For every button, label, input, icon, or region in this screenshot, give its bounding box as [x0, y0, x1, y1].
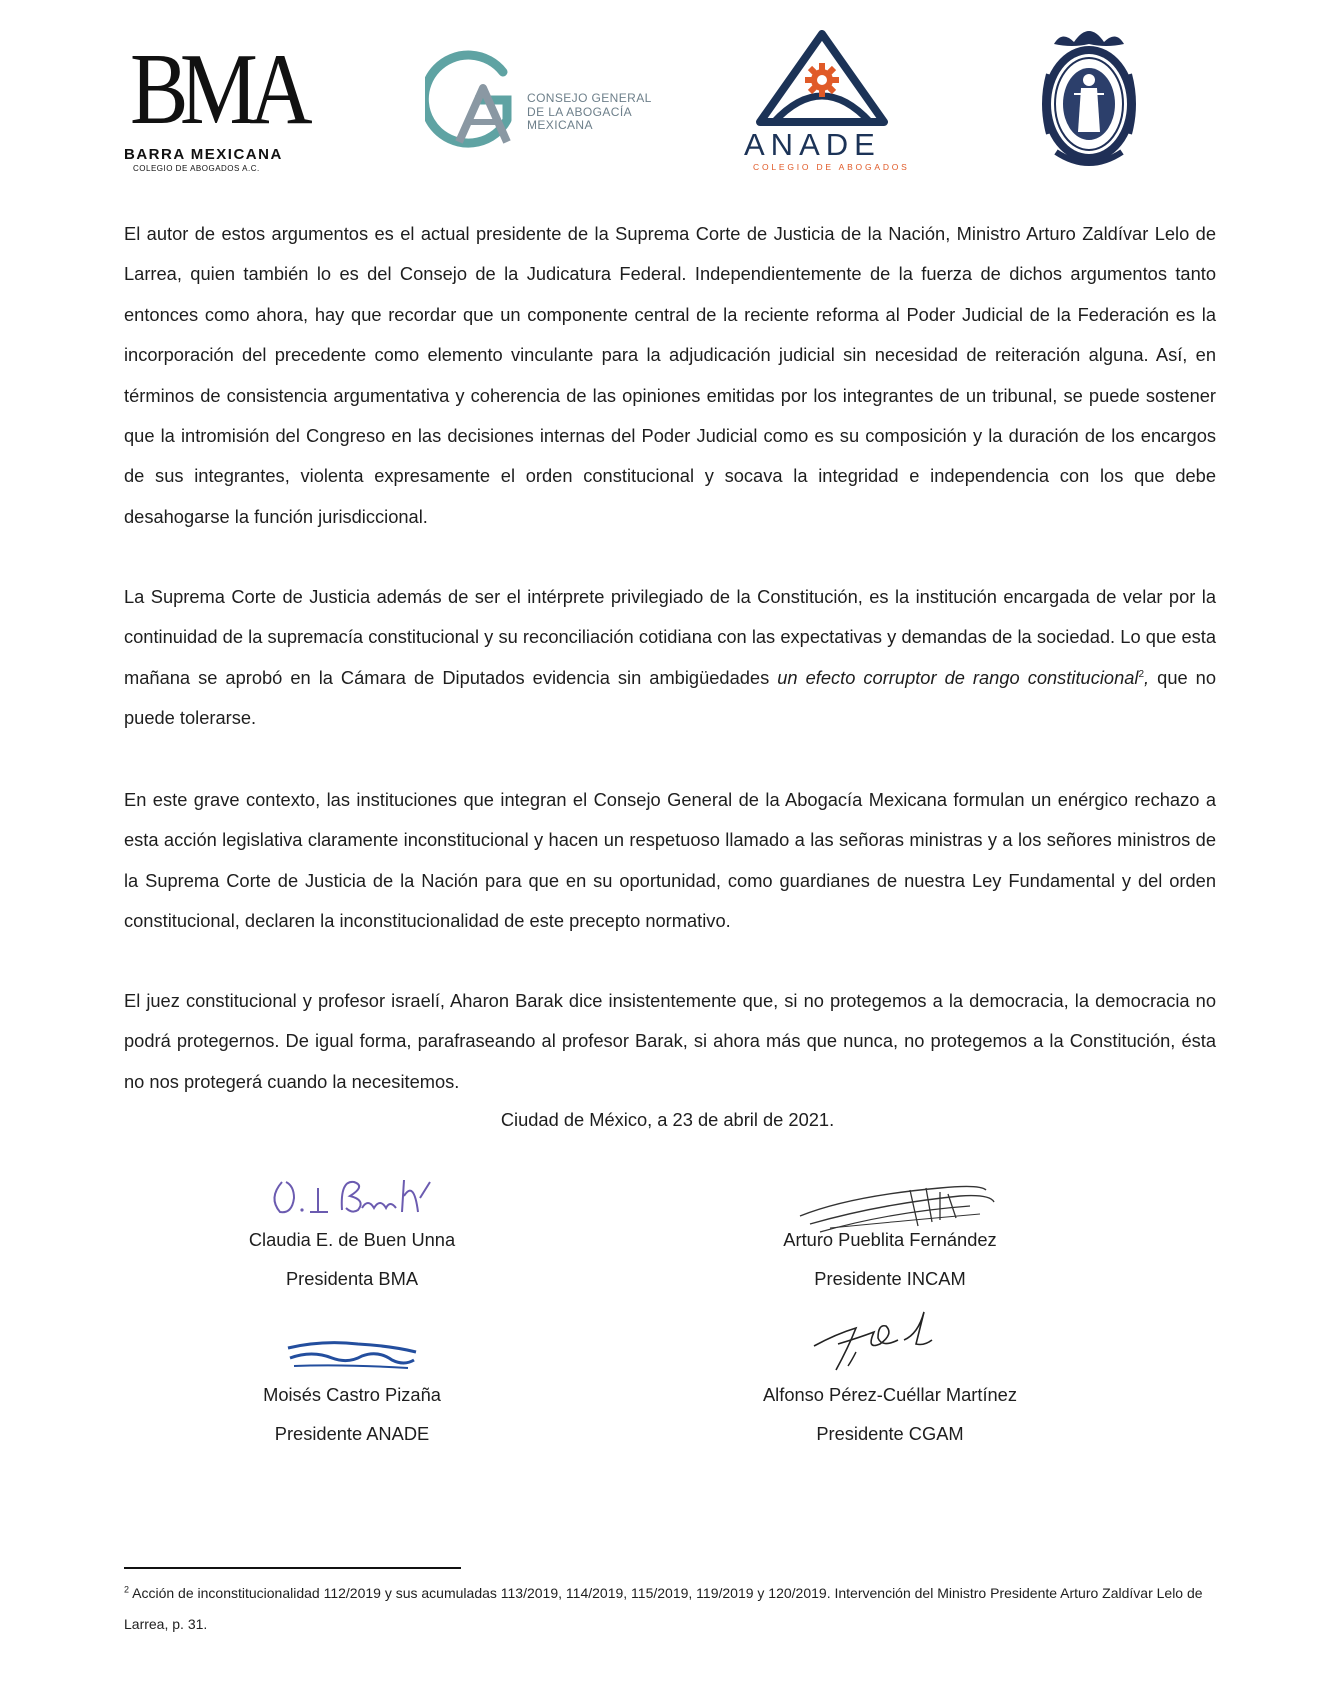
paragraph-barak: El juez constitucional y profesor israelí, Aharon Barak dice insistentemente que, si no protegemos a la democracia, la democracia no podrá protegernos. De igual forma, parafraseando al profesor Barak, si ahora más que nunca, no protegemos a la Constitución, ésta no nos protegerá cuando la necesitemos.: [124, 990, 1216, 1092]
footnote-reference[interactable]: 2: [1138, 668, 1145, 680]
signature-name-4: Alfonso Pérez-Cuéllar Martínez: [762, 1384, 1017, 1405]
bma-logo-subtitle: COLEGIO DE ABOGADOS A.C.: [133, 164, 260, 173]
paragraph-rejection: En este grave contexto, las instituciones que integran el Consejo General de la Abogacía Mexicana formulan un enérgico rechazo a esta acción legislativa claramente inconstitucional y hacen un respetuoso llamado a las señoras ministras y a los señores ministros de la Suprema Corte de Justicia de la Nación para que en su oportunidad, como guardianes de nuestra Ley Fundamental y del orden constitucional, declaren la inconstitucionalidad de este precepto normativo.: [124, 789, 1216, 932]
cga-logo-text: [527, 92, 652, 133]
anade-triangle-icon: [752, 30, 892, 126]
signature-title-3: Presidente ANADE: [274, 1423, 430, 1444]
footnote-number: 2: [124, 1584, 130, 1595]
paragraph-supreme-court: [124, 577, 1216, 739]
cga-logo-icon: [425, 50, 525, 150]
paragraph-supreme-court-text: La Suprema Corte de Justicia además de ser el intérprete privilegiado de la Constitución, es la institución encargada de velar por la continuidad de la supremacía constitucional y su reconciliación cotidiana con las expectativas y demandas de la sociedad. Lo que esta mañana se aprobó en la Cámara de Diputados evidencia sin ambigüedades: [124, 586, 1216, 688]
cga-line-1: CONSEJO GENERAL: [527, 91, 652, 105]
bma-logo-name: BARRA MEXICANA: [124, 146, 283, 163]
paragraph-supreme-court-end: que no puede tolerarse.: [124, 666, 1217, 729]
emphasis-comma: ,: [1144, 666, 1150, 688]
anade-logo-subtitle: COLEGIO DE ABOGADOS: [753, 162, 910, 172]
signature-title-2: Presidente INCAM: [814, 1268, 966, 1289]
logo-header: [0, 0, 1335, 190]
emphasis-corrupting-effect: un efecto corruptor de rango constitucional: [777, 666, 1139, 688]
signature-name-2: Arturo Pueblita Fernández: [783, 1229, 997, 1250]
paragraph-author: El autor de estos argumentos es el actual presidente de la Suprema Corte de Justicia de la Nación, Ministro Arturo Zaldívar Lelo de Larrea, quien también lo es del Consejo de la Judicatura Federal. Independientemente de la fuerza de dichos argumentos tanto entonces como ahora, hay que recordar que un componente central de la reciente reforma al Poder Judicial de la Federación es la incorporación del precedente como elemento vinculante para la adjudicación judicial sin necesidad de reiteración alguna. Así, en términos de consistencia argumentativa y coherencia de las opiniones emitidas por los integrantes de un tribunal, se puede sostener que la intromisión del Congreso en las decisiones internas del Poder Judicial como es su composición y la duración de los encargos de sus integrantes, violenta expresamente el orden constitucional y socava la integridad e independencia con los que debe desahogarse la función jurisdiccional.: [124, 223, 1216, 527]
bma-logo-mark: BMA: [130, 33, 305, 146]
cga-line-2: DE LA ABOGACÍA: [527, 104, 632, 119]
cga-line-3: MEXICANA: [527, 118, 593, 132]
anade-logo-name: ANADE: [744, 127, 881, 162]
signature-name-1: Claudia E. de Buen Unna: [248, 1229, 456, 1250]
signature-title-4: Presidente CGAM: [816, 1423, 964, 1444]
city-date: Ciudad de México, a 23 de abril de 2021.: [500, 1109, 835, 1130]
signature-castro-icon: [282, 1334, 422, 1374]
footnote-text: Acción de inconstitucionalidad 112/2019 y sus acumuladas 113/2019, 114/2019, 115/2019, 119/2019 y 120/2019. Intervención del Ministro Presidente Arturo Zaldívar Lelo de Larrea, p. 31.: [124, 1585, 1203, 1632]
signature-perez-cuellar-icon: [808, 1304, 938, 1376]
seal-icon: [1034, 14, 1144, 174]
signature-title-1: Presidenta BMA: [285, 1268, 419, 1289]
footnote: [124, 1578, 1216, 1640]
signature-de-buen-icon: [262, 1168, 442, 1224]
signature-name-3: Moisés Castro Pizaña: [263, 1384, 441, 1405]
footnote-divider: [124, 1567, 461, 1569]
